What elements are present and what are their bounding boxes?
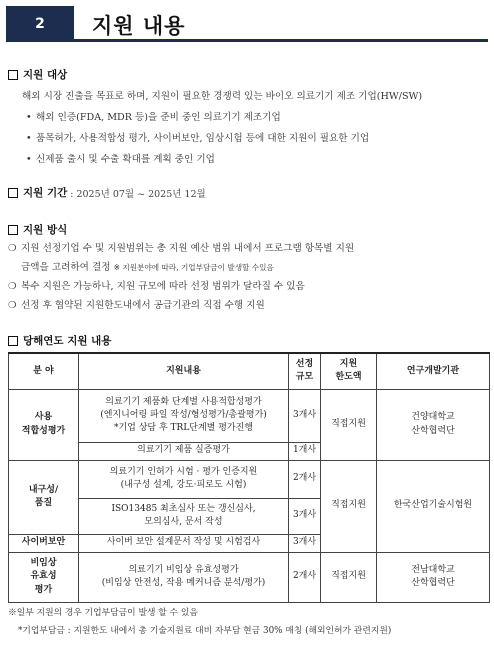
count-cell: 1개사 xyxy=(289,442,321,460)
content-cell: 사이버 보안 설계문서 작성 및 시험검사 xyxy=(79,534,289,552)
footnote: *기업부담금 : 지원한도 내에서 총 기술지원료 대비 자부담 현금 30% 매칭 (해외인허가 관련지원) xyxy=(18,626,392,636)
table-row xyxy=(9,460,490,498)
type-cell: 직접지원 xyxy=(321,460,377,552)
count-cell: 3개사 xyxy=(289,498,321,534)
count-cell: 2개사 xyxy=(289,552,321,602)
method-heading: 지원 방식 xyxy=(8,222,67,237)
category-cyber: 사이버보안 xyxy=(9,534,79,552)
category-usability: 사용 적합성평가 xyxy=(9,389,79,460)
header-count: 선정 규모 xyxy=(289,353,321,389)
circle-bullet-icon: ❍ xyxy=(8,243,17,254)
method-item-cont: 금액을 고려하여 결정 ※ 지원분야에 따라, 기업부담금이 발생할 수있음 xyxy=(21,262,274,273)
content-cell: 의료기기 비임상 유효성평가 (비임상 안전성, 작용 메커니즘 분석/평가) xyxy=(79,552,289,602)
content-cell: 의료기기 제품 실증평가 xyxy=(79,442,289,460)
agency-cell: 한국산업기술시험원 xyxy=(377,460,490,552)
table-header-row xyxy=(9,353,490,389)
count-cell: 2개사 xyxy=(289,460,321,498)
period-value: : 2025년 07월 ~ 2025년 12월 xyxy=(70,188,206,200)
type-cell: 직접지원 xyxy=(321,552,377,602)
checkbox-square-icon xyxy=(8,188,18,198)
content-cell: ISO13485 최초심사 또는 갱신심사, 모의심사, 문서 작성 xyxy=(79,498,289,534)
header-agency: 연구개발기관 xyxy=(377,353,490,389)
checkbox-square-icon xyxy=(8,336,18,346)
checkbox-square-icon xyxy=(8,225,18,235)
table-row xyxy=(9,552,490,602)
target-bullet: • 해외 인증(FDA, MDR 등)을 준비 중인 의료기기 제조기업 xyxy=(26,112,281,123)
circle-bullet-icon: ❍ xyxy=(8,281,17,292)
table-row xyxy=(9,389,490,442)
bullet-icon: • xyxy=(26,154,32,165)
period-heading: 지원 기간 : 2025년 07월 ~ 2025년 12월 xyxy=(8,185,206,200)
agency-cell: 전남대학교 산학협력단 xyxy=(377,552,490,602)
section-header xyxy=(6,6,488,42)
content-cell: 의료기기 제품화 단계별 사용적합성평가 (엔지니어링 파일 작성/형성평가/총괄평가) *기업 상담 후 TRL단계별 평가진행 xyxy=(79,389,289,442)
target-bullet: • 품목허가, 사용적합성 평가, 사이버보안, 임상시험 등에 대한 지원이 필요한 기업 xyxy=(26,133,370,144)
checkbox-square-icon xyxy=(8,70,18,80)
target-heading: 지원 대상 xyxy=(8,67,67,82)
method-item: ❍ 선정 후 협약된 지원한도내에서 공급기관의 직접 수행 지원 xyxy=(8,300,265,311)
count-cell: 3개사 xyxy=(289,389,321,442)
category-durability: 내구성/ 품질 xyxy=(9,460,79,534)
header-content: 지원내용 xyxy=(79,353,289,389)
content-cell: 의료기기 인허가 시험 · 평가 인증지원 (내구성 설계, 강도·피로도 시험) xyxy=(79,460,289,498)
section-title-box xyxy=(74,6,488,42)
bullet-icon: • xyxy=(26,133,32,144)
agency-cell: 건양대학교 산학협력단 xyxy=(377,389,490,460)
method-note: ※ 지원분야에 따라, 기업부담금이 발생할 수있음 xyxy=(113,263,274,272)
circle-bullet-icon: ❍ xyxy=(8,300,17,311)
bullet-icon: • xyxy=(26,112,32,123)
method-item: ❍ 복수 지원은 가능하나, 지원 규모에 따라 선정 범위가 달라질 수 있음 xyxy=(8,281,305,292)
type-cell: 직접지원 xyxy=(321,389,377,460)
category-nonclinical: 비임상 유효성 평가 xyxy=(9,552,79,602)
count-cell: 3개사 xyxy=(289,534,321,552)
target-bullet: • 신제품 출시 및 수출 확대를 계획 중인 기업 xyxy=(26,154,215,165)
section-number: 2 xyxy=(6,6,74,42)
method-item: ❍ 지원 선정기업 수 및 지원범위는 총 지원 예산 범위 내에서 프로그램 항목별 지원 xyxy=(8,243,355,254)
header-type: 지원 한도액 xyxy=(321,353,377,389)
table-heading: 당해연도 지원 내용 xyxy=(8,333,111,348)
footnote: ※일부 지원의 경우 기업부담금이 발생 할 수 있음 xyxy=(8,608,198,618)
support-table xyxy=(8,352,490,603)
header-field: 분 야 xyxy=(9,353,79,389)
section-title: 지원 내용 xyxy=(92,14,186,38)
target-intro: 해외 시장 진출을 목표로 하며, 지원이 필요한 경쟁력 있는 바이오 의료기기 제조 기업(HW/SW) xyxy=(22,91,423,102)
